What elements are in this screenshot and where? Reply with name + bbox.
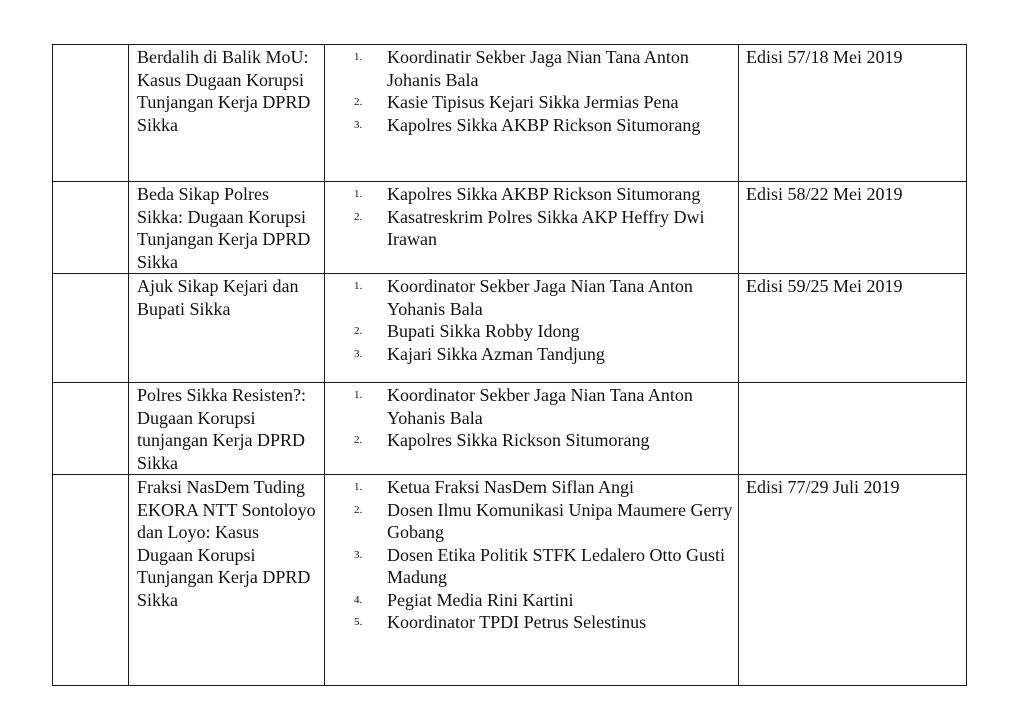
edition-label — [739, 383, 966, 384]
source-name: Kapolres Sikka Rickson Situmorang — [387, 430, 650, 450]
article-title: Ajuk Sikap Kejari dan Bupati Sikka — [137, 276, 299, 319]
title-cell — [129, 274, 325, 383]
edition-cell — [739, 182, 967, 274]
edition-cell — [739, 274, 967, 383]
source-name: Koordinator TPDI Petrus Selestinus — [387, 612, 647, 632]
list-item — [325, 275, 734, 320]
list-number: 3. — [354, 548, 363, 561]
source-name: Koordinator Sekber Jaga Nian Tana Anton Yohanis Bala — [387, 385, 693, 428]
list-item — [325, 499, 734, 544]
title-cell — [129, 45, 325, 182]
source-list — [325, 475, 738, 634]
source-list — [325, 45, 738, 136]
article-title: Polres Sikka Resisten?: Dugaan Korupsi tunjangan Kerja DPRD Sikka — [137, 385, 306, 473]
article-title: Fraksi NasDem Tuding EKORA NTT Sontoloyo dan Loyo: Kasus Dugaan Korupsi Tunjangan Kerja DPRD Sikka — [137, 477, 316, 610]
table-row — [53, 182, 967, 274]
number-cell — [53, 274, 129, 383]
edition-label: Edisi 77/29 Juli 2019 — [746, 477, 900, 497]
source-name: Kasie Tipisus Kejari Sikka Jermias Pena — [387, 92, 679, 112]
list-item — [325, 46, 734, 91]
table-row — [53, 45, 967, 182]
list-item — [325, 183, 734, 206]
source-list — [325, 182, 738, 251]
article-title: Berdalih di Balik MoU: Kasus Dugaan Korupsi Tunjangan Kerja DPRD Sikka — [137, 47, 311, 135]
sources-cell — [325, 475, 739, 686]
edition-cell — [739, 475, 967, 686]
table-row — [53, 475, 967, 686]
source-name: Ketua Fraksi NasDem Siflan Angi — [387, 477, 634, 497]
list-number: 2. — [354, 503, 363, 516]
list-item — [325, 91, 734, 114]
list-item — [325, 343, 734, 366]
sources-cell — [325, 45, 739, 182]
number-cell — [53, 45, 129, 182]
news-table — [52, 44, 967, 686]
source-name: Koordinatir Sekber Jaga Nian Tana Anton Johanis Bala — [387, 47, 689, 90]
title-cell — [129, 383, 325, 475]
source-name: Koordinator Sekber Jaga Nian Tana Anton Yohanis Bala — [387, 276, 693, 319]
sources-cell — [325, 383, 739, 475]
source-name: Dosen Ilmu Komunikasi Unipa Maumere Gerry Gobang — [387, 499, 733, 542]
list-item — [325, 384, 734, 429]
article-title: Beda Sikap Polres Sikka: Dugaan Korupsi Tunjangan Kerja DPRD Sikka — [137, 184, 311, 272]
list-number: 4. — [354, 593, 363, 606]
list-number: 1. — [354, 188, 363, 200]
list-item — [325, 114, 734, 137]
source-name: Pegiat Media Rini Kartini — [387, 589, 574, 610]
title-cell — [129, 182, 325, 274]
edition-label: Edisi 57/18 Mei 2019 — [746, 47, 903, 67]
list-number: 2. — [354, 96, 363, 108]
table-row — [53, 274, 967, 383]
source-name: Dosen Etika Politik STFK Ledalero Otto Gusti Madung — [387, 544, 725, 587]
list-item — [325, 429, 734, 452]
edition-label: Edisi 58/22 Mei 2019 — [746, 184, 903, 204]
source-name: Kasatreskrim Polres Sikka AKP Heffry Dwi Irawan — [387, 206, 705, 249]
list-item — [325, 589, 734, 612]
list-number: 1. — [354, 51, 363, 63]
list-number: 2. — [354, 210, 363, 223]
list-number: 3. — [354, 118, 363, 131]
sources-cell — [325, 182, 739, 274]
list-number: 1. — [354, 280, 363, 292]
source-name: Kapolres Sikka AKBP Rickson Situmorang — [387, 184, 701, 204]
list-item — [325, 476, 734, 499]
list-number: 2. — [354, 434, 363, 446]
list-number: 5. — [354, 616, 363, 628]
list-number: 1. — [354, 481, 363, 493]
list-item — [325, 206, 734, 251]
source-list — [325, 383, 738, 452]
edition-cell — [739, 383, 967, 475]
edition-label: Edisi 59/25 Mei 2019 — [746, 276, 903, 296]
source-list — [325, 274, 738, 365]
list-item — [325, 611, 734, 634]
source-name: Kapolres Sikka AKBP Rickson Situmorang — [387, 114, 701, 135]
title-cell — [129, 475, 325, 686]
list-number: 2. — [354, 325, 363, 337]
edition-cell — [739, 45, 967, 182]
sources-cell — [325, 274, 739, 383]
table-row — [53, 383, 967, 475]
list-item — [325, 544, 734, 589]
number-cell — [53, 182, 129, 274]
list-number: 1. — [354, 389, 363, 401]
source-name: Bupati Sikka Robby Idong — [387, 321, 580, 341]
number-cell — [53, 475, 129, 686]
number-cell — [53, 383, 129, 475]
list-item — [325, 320, 734, 343]
source-name: Kajari Sikka Azman Tandjung — [387, 343, 605, 364]
list-number: 3. — [354, 347, 363, 360]
